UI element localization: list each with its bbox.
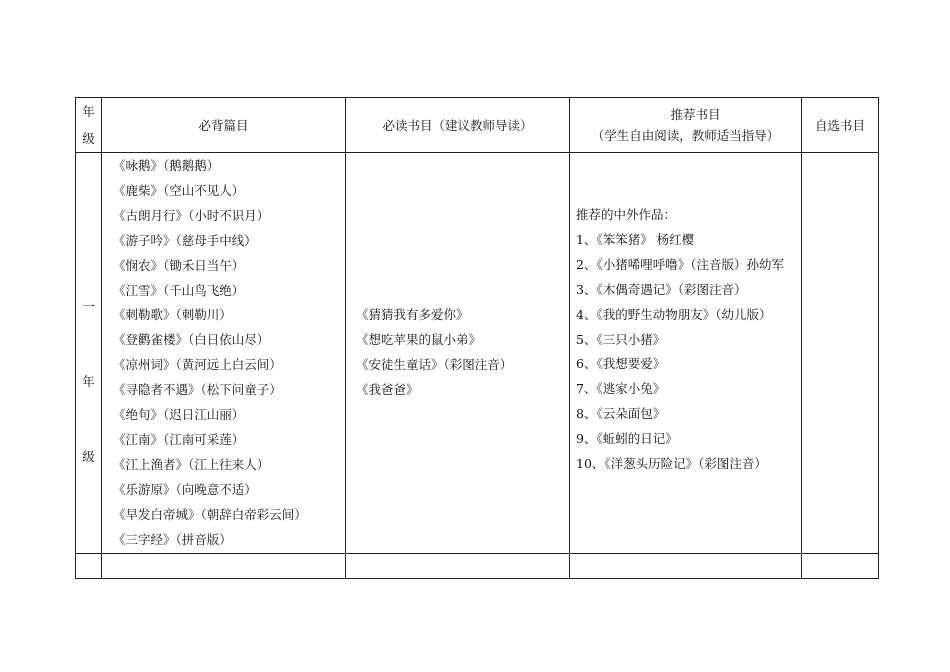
list-item: 《古朗月行》（小时不识月） (113, 207, 270, 223)
list-item: 《咏鹅》（鹅鹅鹅） (113, 158, 220, 173)
list-item: 4、《我的野生动物朋友》（幼儿版） (576, 306, 772, 322)
empty-cell (76, 553, 102, 578)
list-item: 《刺勒歌》（刺勒川） (113, 307, 232, 323)
grade-one-row (76, 153, 879, 554)
header-required: 必读书目（建议教师导读） (346, 98, 570, 153)
list-item: 2、《小猪唏哩呼噜》（注音版）孙幼军 (576, 256, 784, 272)
list-item: 《早发白帝城》（朝辞白帝彩云间） (113, 506, 307, 522)
header-grade-line1: 年 (82, 104, 95, 119)
list-item: 《安徒生童话》（彩图注音） (356, 356, 513, 372)
list-item: 《乐游原》（向晚意不适） (113, 481, 257, 497)
list-item: 5、《三只小猪》 (576, 331, 666, 347)
list-item: 《想吃苹果的鼠小弟》 (356, 331, 482, 347)
grade-char: 年 (82, 374, 95, 389)
list-item: 8、《云朵面包》 (576, 406, 666, 422)
list-item: 《寻隐者不遇》（松下问童子） (113, 382, 282, 398)
list-item: 《猜猜我有多爱你》 (356, 307, 469, 322)
grade-char: 级 (82, 449, 95, 464)
recommend-intro: 推荐的中外作品： (576, 207, 677, 222)
list-item: 《鹿柴》（空山不见人） (113, 182, 245, 198)
empty-row (76, 553, 879, 578)
recommend-list (570, 153, 801, 477)
header-self-selected: 自选书目 (802, 98, 879, 153)
empty-cell (570, 553, 802, 578)
list-item: 6、《我想要爱》 (576, 356, 666, 372)
self-selected-cell (802, 153, 879, 554)
empty-cell (802, 553, 879, 578)
recite-cell (102, 153, 346, 554)
list-item: 《游子吟》（慈母手中线） (113, 232, 257, 248)
list-item: 《我爸爸》 (356, 381, 419, 397)
reading-list-table (75, 97, 879, 579)
header-recommend-title: 推荐书目 (670, 107, 721, 122)
recommend-cell (570, 153, 802, 554)
list-item: 《悯农》（锄禾日当午） (113, 257, 245, 273)
grade-char: 一 (82, 299, 95, 314)
list-item: 《江雪》（千山鸟飞绝） (113, 282, 245, 298)
list-item: 10、《洋葱头历险记》（彩图注音） (576, 456, 767, 472)
list-item: 《江南》（江南可采莲） (113, 431, 245, 447)
list-item: 7、《逃家小兔》 (576, 381, 666, 397)
list-item: 3、《木偶奇遇记》（彩图注音） (576, 281, 747, 297)
list-item: 《登鹳雀楼》（白日依山尽） (113, 332, 270, 348)
header-grade-line2: 级 (82, 131, 95, 146)
required-cell (346, 153, 570, 554)
header-recite: 必背篇目 (102, 98, 346, 153)
list-item: 《凉州词》（黄河远上白云间） (113, 357, 282, 373)
header-recommend-subtitle: （学生自由阅读，教师适当指导） (591, 128, 780, 143)
list-item: 《江上渔者》（江上往来人） (113, 456, 270, 472)
recite-list (102, 153, 345, 553)
list-item: 9、《蚯蚓的日记》 (576, 431, 678, 447)
list-item: 1、《笨笨猪》 杨红樱 (576, 231, 695, 247)
list-item: 《绝句》（迟日江山丽） (113, 407, 245, 423)
table-header-row (76, 98, 879, 153)
grade-label-cell (76, 153, 102, 554)
required-list (346, 153, 569, 403)
header-recommend-cell (570, 98, 802, 153)
empty-cell (346, 553, 570, 578)
empty-cell (102, 553, 346, 578)
header-grade-cell (76, 98, 102, 153)
list-item: 《三字经》（拼音版） (113, 531, 232, 547)
